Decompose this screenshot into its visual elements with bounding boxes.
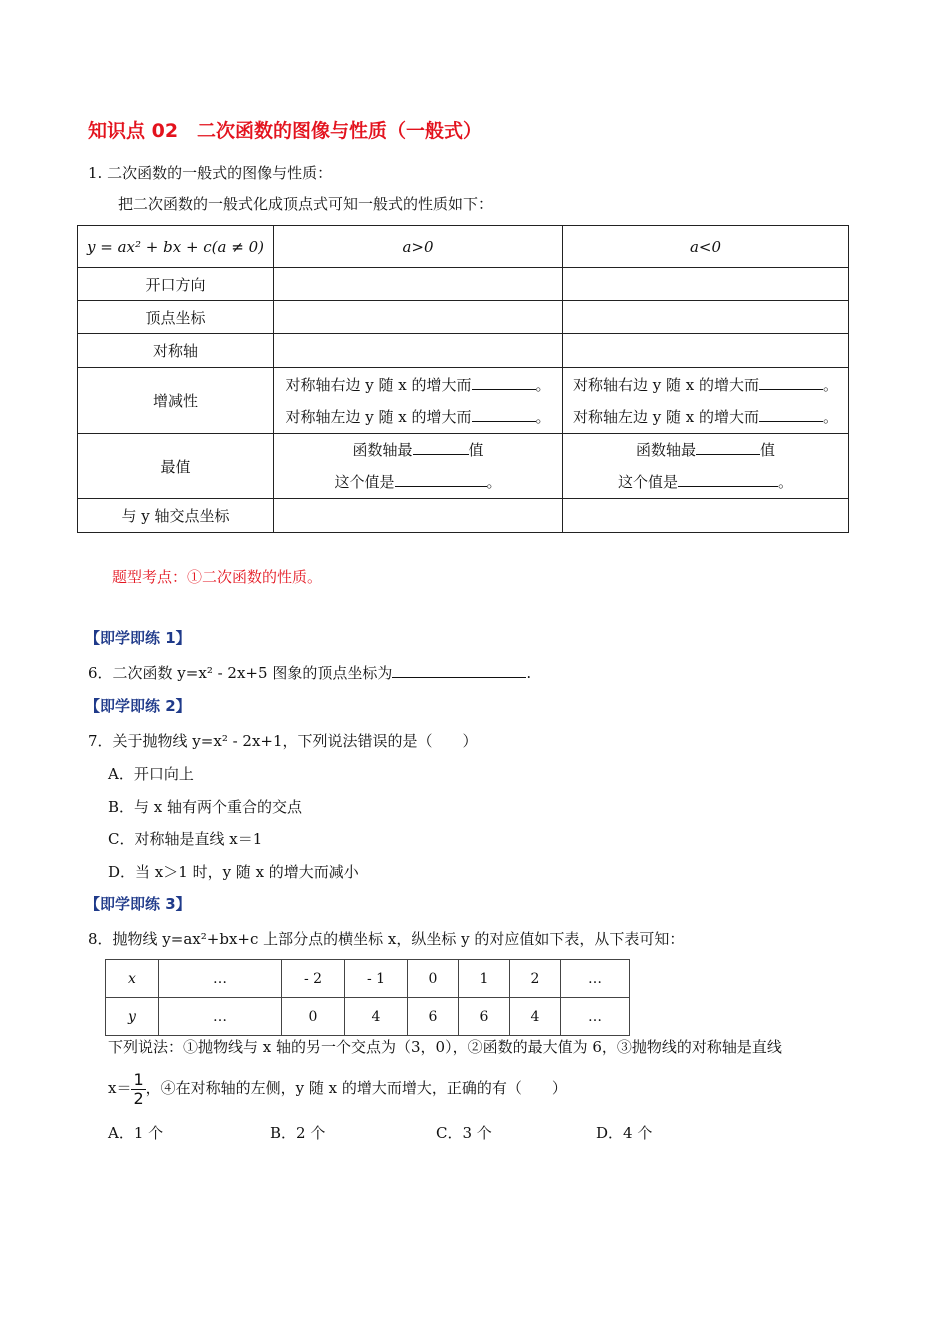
page-title: 知识点 02 二次函数的图像与性质（一般式） (88, 120, 483, 142)
formula-cell: y = ax² + bx + c(a ≠ 0) (78, 226, 274, 268)
table-row (106, 960, 630, 998)
row-label: 对称轴 (78, 334, 274, 368)
statement-line-1: 下列说法：①抛物线与 x 轴的另一个交点为（3，0），②函数的最大值为 6，③抛物线的对称轴是直线 (108, 1038, 782, 1056)
table-header-row (78, 226, 849, 268)
values-table (105, 959, 630, 1036)
row-label: 开口方向 (78, 268, 274, 301)
table-cell: 6 (408, 998, 459, 1036)
answer-blank (413, 440, 469, 455)
answer-blank (472, 407, 536, 422)
option-a: A．开口向上 (108, 765, 194, 783)
option-d: D．当 x＞1 时，y 随 x 的增大而减小 (108, 863, 359, 881)
question-7: 7．关于抛物线 y=x² - 2x+1，下列说法错误的是（ ） (88, 732, 478, 750)
table-cell: 4 (345, 998, 408, 1036)
monotonic-negative-cell: 对称轴右边 y 随 x 的增大而 。 对称轴左边 y 随 x 的增大而 。 (563, 368, 849, 434)
row-label: 最值 (78, 434, 274, 499)
question-6: 6．二次函数 y=x² - 2x+5 图象的顶点坐标为 . (88, 664, 532, 682)
section-intro: 把二次函数的一般式化成顶点式可知一般式的性质如下： (118, 195, 494, 213)
option-c: C．3 个 (436, 1124, 492, 1142)
table-row (106, 998, 630, 1036)
table-cell: 0 (408, 960, 459, 998)
table-cell: … (561, 998, 630, 1036)
answer-blank (392, 663, 526, 678)
exam-point: 题型考点：①二次函数的性质。 (112, 568, 323, 586)
table-cell: y (106, 998, 159, 1036)
table-cell: 1 (459, 960, 510, 998)
table-cell: x (106, 960, 159, 998)
option-d: D．4 个 (596, 1124, 653, 1142)
answer-blank (696, 440, 760, 455)
option-b: B．与 x 轴有两个重合的交点 (108, 798, 303, 816)
answer-blank (759, 407, 823, 422)
table-row (78, 334, 849, 368)
table-cell: 0 (282, 998, 345, 1036)
table-row (78, 499, 849, 533)
table-cell: - 2 (282, 960, 345, 998)
extreme-negative-cell: 函数轴最 值 这个值是 。 (563, 434, 849, 499)
a-negative-header: a<0 (563, 226, 849, 268)
answer-blank (759, 375, 823, 390)
table-row (78, 368, 849, 434)
properties-table (77, 225, 849, 533)
practice-label: 【即学即练 3】 (85, 895, 191, 913)
answer-blank (678, 472, 778, 487)
option-c: C．对称轴是直线 x＝1 (108, 830, 263, 848)
table-cell: - 1 (345, 960, 408, 998)
fraction: $\frac{1}{2}$ (133, 1069, 144, 1108)
monotonic-positive-cell: 对称轴右边 y 随 x 的增大而 。 对称轴左边 y 随 x 的增大而 。 (274, 368, 563, 434)
table-cell: 2 (510, 960, 561, 998)
row-label: 与 y 轴交点坐标 (78, 499, 274, 533)
table-row (78, 268, 849, 301)
table-cell: … (561, 960, 630, 998)
answer-blank (472, 375, 536, 390)
extreme-positive-cell: 函数轴最 值 这个值是 。 (274, 434, 563, 499)
practice-label: 【即学即练 2】 (85, 697, 191, 715)
table-cell: 4 (510, 998, 561, 1036)
practice-label: 【即学即练 1】 (85, 629, 191, 647)
answer-blank (395, 472, 487, 487)
statement-line-2: x＝ $\frac{1}{2}$ ，④在对称轴的左侧，y 随 x 的增大而增大，正确的有（ ） (108, 1069, 567, 1108)
option-b: B．2 个 (270, 1124, 326, 1142)
section-heading: 1. 二次函数的一般式的图像与性质： (88, 164, 333, 182)
row-label: 顶点坐标 (78, 301, 274, 334)
table-cell: … (159, 960, 282, 998)
a-positive-header: a>0 (274, 226, 563, 268)
option-a: A．1 个 (108, 1124, 164, 1142)
table-row (78, 434, 849, 499)
table-row (78, 301, 849, 334)
table-cell: … (159, 998, 282, 1036)
row-label: 增减性 (78, 368, 274, 434)
question-8: 8．抛物线 y=ax²+bx+c 上部分点的横坐标 x，纵坐标 y 的对应值如下表，从下表可知： (88, 930, 685, 948)
table-cell: 6 (459, 998, 510, 1036)
